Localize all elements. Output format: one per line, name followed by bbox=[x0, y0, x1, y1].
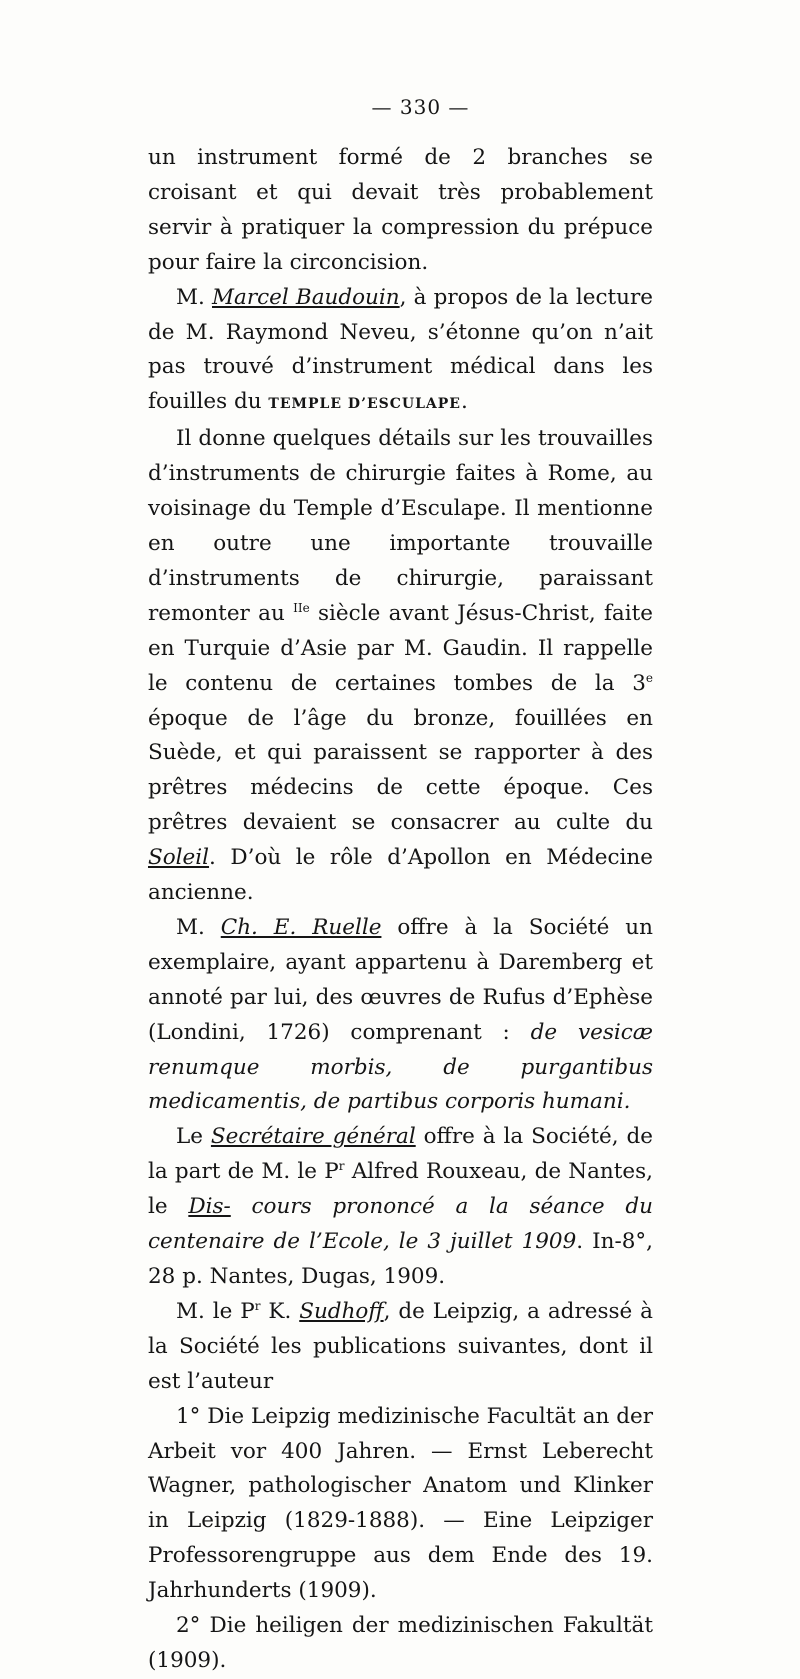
publication-item-1: 1° Die Leipzig medizinische Facultät an der Arbeit vor 400 Jahren. — Ernst Leberecht Wagner, pathologischer Anatom und Klinker in Leipzig (1829-1888). — Eine Leipziger Professorengruppe aus dem Ende des 19. Jahrhunderts (1909). bbox=[148, 1403, 653, 1604]
paragraph-1: un instrument formé de 2 branches se croisant et qui devait très probablement servir à pratiquer la compression du prépuce pour faire la circoncision. bbox=[148, 145, 653, 275]
text: , à propos de la lecture de M. Raymond Neveu, s’étonne qu’on n’ait pas trouvé d’instrument médical dans les fouilles du bbox=[148, 284, 654, 415]
work-title-part2: cours prononcé a la séance du centenaire de l’Ecole, le 3 juillet 1909 bbox=[148, 1194, 653, 1255]
superscript: e bbox=[645, 670, 653, 685]
latin-title: de vesicæ renumque morbis, de purgantibus medicamentis, de partibus corporis humani. bbox=[148, 1019, 653, 1115]
text: offre à la Société un exemplaire, ayant appartenu à Daremberg et annoté par lui, des œuvres de Rufus d’Ephèse (Londini, 1726) comprenant : bbox=[148, 914, 653, 1045]
publication-item-2: 2° Die heiligen der medizinischen Fakultät (1909). bbox=[148, 1613, 653, 1673]
text: M. le P bbox=[176, 1298, 255, 1324]
superscript: r bbox=[254, 1298, 261, 1313]
text: époque de l’âge du bronze, fouillées en Suède, et qui paraissent se rapporter à des prêtres médecins de cette époque. Ces prêtres devaient se consacrer au culte du bbox=[148, 705, 653, 836]
person-name: Sudhoff bbox=[299, 1298, 384, 1324]
text: . In-8°, 28 p. Nantes, Dugas, 1909. bbox=[148, 1229, 653, 1289]
text: . bbox=[460, 389, 468, 415]
text: Alfred Rouxeau, de Nantes, le bbox=[148, 1159, 654, 1220]
paragraph-6 bbox=[148, 1295, 653, 1400]
person-name: Marcel Baudouin bbox=[212, 284, 400, 310]
text: M. bbox=[176, 914, 221, 940]
italic-word: Soleil bbox=[148, 845, 210, 871]
text: K. bbox=[260, 1298, 300, 1324]
ordinal-suffix: e bbox=[302, 600, 310, 615]
role-title: Secrétaire général bbox=[210, 1124, 416, 1150]
text: offre à la Société, de la part de M. le P bbox=[148, 1124, 653, 1185]
text: Il donne quelques détails sur les trouvailles d’instruments de chirurgie faites à Rome, au voisinage du Temple d’Esculape. Il mentionne en outre une importante trouvaille d’instruments de chirurgie, paraissant remonter au bbox=[148, 426, 653, 626]
small-caps-text: TEMPLE D’ESCULAPE bbox=[268, 396, 461, 413]
person-name: Ch. E. Ruelle bbox=[220, 914, 382, 940]
text: . D’où le rôle d’Apollon en Médecine ancienne. bbox=[148, 845, 653, 906]
page-body bbox=[148, 95, 653, 1679]
paragraph-5 bbox=[148, 1120, 653, 1295]
paragraph-4 bbox=[148, 911, 653, 1120]
text: M. bbox=[176, 284, 212, 310]
paragraph-3 bbox=[148, 422, 653, 911]
roman-numeral: II bbox=[293, 600, 303, 615]
text: Le bbox=[176, 1124, 211, 1150]
text: siècle avant Jésus-Christ, faite en Turquie d’Asie par M. Gaudin. Il rappelle le contenu de certaines tombes de la 3 bbox=[148, 600, 653, 696]
work-title-part1: Dis- bbox=[188, 1194, 231, 1220]
paragraph-2 bbox=[148, 281, 653, 423]
superscript: r bbox=[338, 1159, 345, 1174]
text: , de Leipzig, a adressé à la Société les publications suivantes, dont il est l’auteur bbox=[148, 1298, 653, 1394]
page-number: — 330 — bbox=[371, 95, 470, 119]
superscript bbox=[293, 601, 310, 615]
